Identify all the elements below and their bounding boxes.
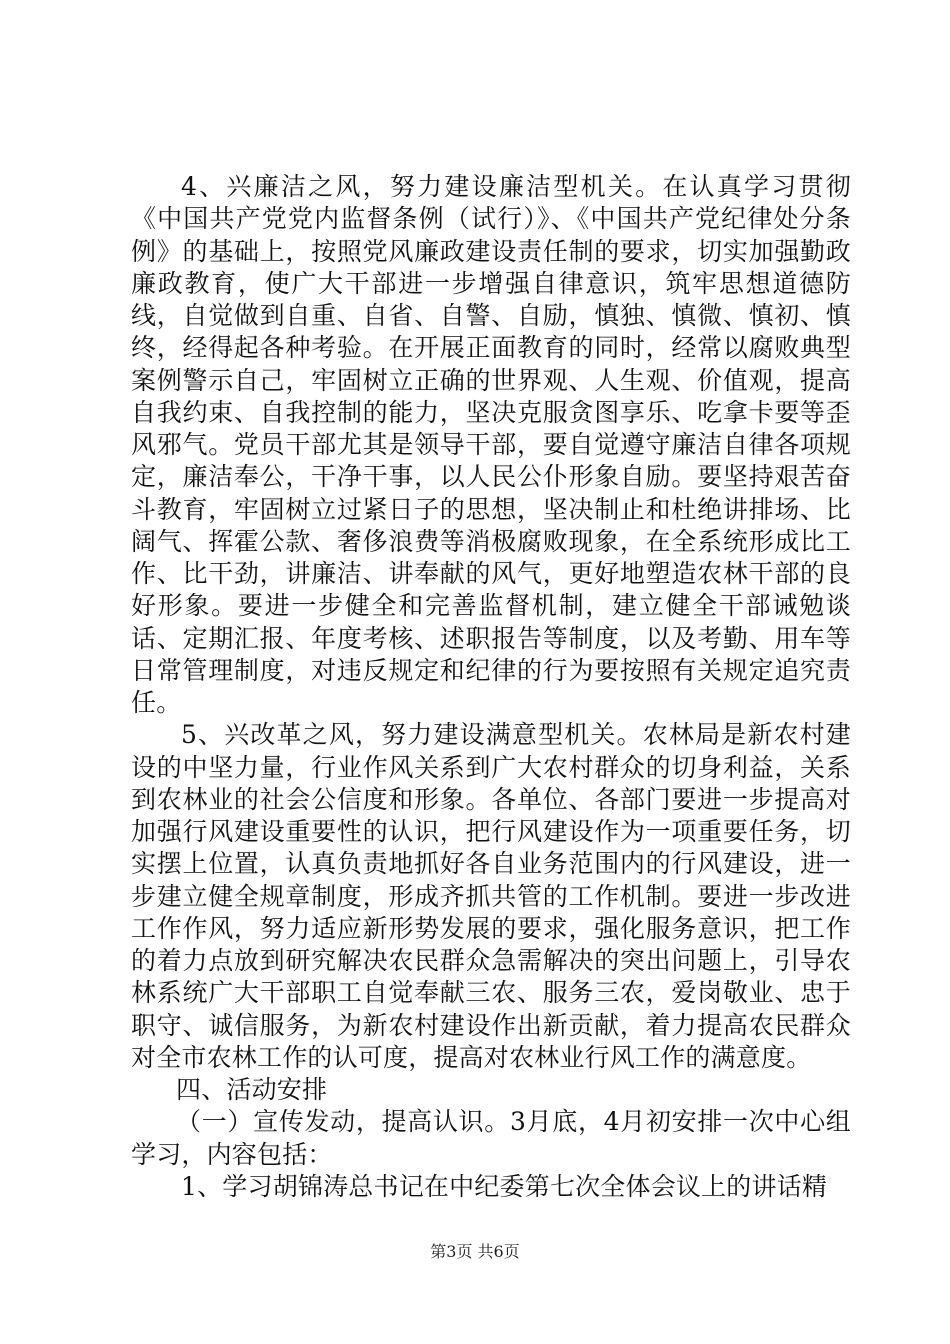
paragraph-publicity: （一）宣传发动，提高认识。3月底，4月初安排一次中心组学习，内容包括： <box>131 1107 851 1169</box>
paragraph-integrity: 4、兴廉洁之风，努力建设廉洁型机关。在认真学习贯彻《中国共产党党内监督条例（试行）》、《中国共产党纪律处分条例》的基础上，按照党风廉政建设责任制的要求，切实加强勤政廉政教育，使广大干部进一步增强自律意识，筑牢思想道德防线，自觉做到自重、自省、自警、自励，慎独、慎微、慎初、慎终，经得起各种考验。在开展正面教育的同时，经常以腐败典型案例警示自己，牢固树立正确的世界观、人生观、价值观，提高自我约束、自我控制的能力，坚决克服贪图享乐、吃拿卡要等歪风邪气。党员干部尤其是领导干部，要自觉遵守廉洁自律各项规定，廉洁奉公，干净干事，以人民公仆形象自励。要坚持艰苦奋斗教育，牢固树立过紧日子的思想，坚决制止和杜绝讲排场、比阔气、挥霍公款、奢侈浪费等消极腐败现象，在全系统形成比工作、比干劲，讲廉洁、讲奉献的风气，更好地塑造农林干部的良好形象。要进一步健全和完善监督机制，建立健全干部诫勉谈话、定期汇报、年度考核、述职报告等制度，以及考勤、用车等日常管理制度，对违反规定和纪律的行为要按照有关规定追究责任。 <box>131 172 851 717</box>
paragraph-study-item: 1、学习胡锦涛总书记在中纪委第七次全体会议上的讲话精 <box>181 1171 828 1201</box>
section-heading-activities: 四、活动安排 <box>176 1075 328 1104</box>
page-number-footer: 第3页 共6页 <box>430 1242 520 1261</box>
document-body <box>131 171 851 1203</box>
paragraph-reform: 5、兴改革之风，努力建设满意型机关。农林局是新农村建设的中坚力量，行业作风关系到广大农村群众的切身利益，关系到农林业的社会公信度和形象。各单位、各部门要进一步提高对加强行风建设重要性的认识，把行风建设作为一项重要任务，切实摆上位置，认真负责地抓好各自业务范围内的行风建设，进一步建立健全规章制度，形成齐抓共管的工作机制。要进一步改进工作作风，努力适应新形势发展的要求，强化服务意识，把工作的着力点放到研究解决农民群众急需解决的突出问题上，引导农林系统广大干部职工自觉奉献三农、服务三农，爱岗敬业、忠于职守、诚信服务，为新农村建设作出新贡献，着力提高农民群众对全市农林工作的认可度，提高对农林业行风工作的满意度。 <box>131 720 851 1072</box>
